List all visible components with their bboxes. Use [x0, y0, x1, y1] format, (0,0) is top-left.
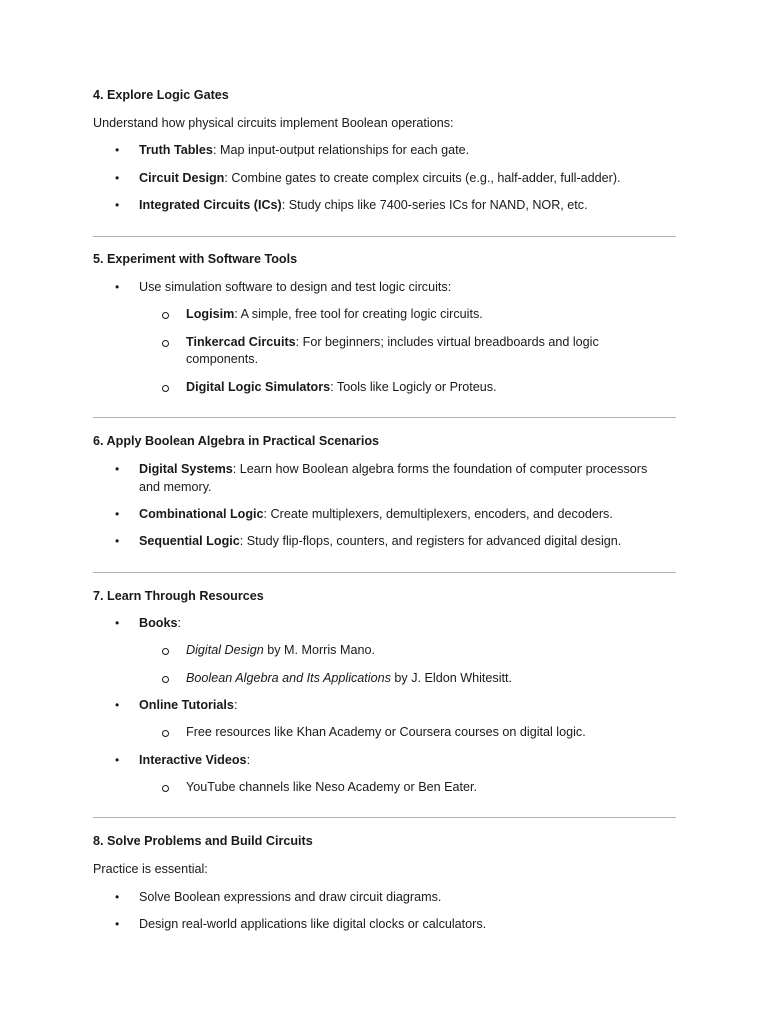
section-divider	[93, 417, 676, 418]
item-term: Truth Tables	[139, 143, 213, 157]
sub-bullet-circle	[162, 385, 169, 392]
item-colon: :	[246, 753, 251, 767]
list-item	[139, 197, 588, 214]
list-item	[139, 170, 621, 187]
book-title: Digital Design	[186, 643, 264, 657]
section-8-heading: 8. Solve Problems and Build Circuits	[93, 834, 313, 848]
sub-bullet-circle	[162, 648, 169, 655]
bullet-dot: •	[115, 171, 120, 185]
section-4-intro: Understand how physical circuits implement Boolean operations:	[93, 116, 454, 130]
sub-list-item	[186, 306, 483, 323]
item-colon: :	[177, 616, 181, 630]
list-item: Use simulation software to design and test logic circuits:	[139, 280, 452, 294]
bullet-dot: •	[115, 890, 120, 904]
item-text: : Study flip-flops, counters, and registers for advanced digital design.	[239, 534, 622, 548]
bullet-dot: •	[115, 616, 120, 630]
list-item	[139, 697, 237, 714]
sub-bullet-circle	[162, 785, 169, 792]
section-divider	[93, 572, 676, 573]
sub-list-item-continuation: components.	[186, 352, 259, 366]
bullet-dot: •	[115, 507, 120, 521]
bullet-dot: •	[115, 198, 120, 212]
section-6-heading: 6. Apply Boolean Algebra in Practical Scenarios	[93, 434, 380, 448]
list-item	[139, 533, 621, 550]
sub-list-item: Free resources like Khan Academy or Coursera courses on digital logic.	[186, 725, 586, 739]
list-item	[139, 506, 613, 523]
item-text: : Learn how Boolean algebra forms the foundation of computer processors	[232, 462, 648, 476]
item-text: : For beginners; includes virtual breadboards and logic	[295, 335, 599, 349]
list-item	[139, 752, 250, 769]
bullet-dot: •	[115, 534, 120, 548]
bullet-dot: •	[115, 280, 120, 294]
item-text: : A simple, free tool for creating logic circuits.	[234, 307, 483, 321]
bullet-dot: •	[115, 462, 120, 476]
book-author: by J. Eldon Whitesitt.	[390, 671, 512, 685]
item-term: Tinkercad Circuits	[186, 335, 296, 349]
list-item: Design real-world applications like digital clocks or calculators.	[139, 917, 487, 931]
list-item-continuation: and memory.	[139, 480, 212, 494]
section-7-heading: 7. Learn Through Resources	[93, 589, 264, 603]
section-divider	[93, 236, 676, 237]
item-term: Combinational Logic	[139, 507, 264, 521]
book-title: Boolean Algebra and Its Applications	[186, 671, 391, 685]
section-divider	[93, 817, 676, 818]
item-term: Online Tutorials	[139, 698, 234, 712]
item-term: Digital Systems	[139, 462, 233, 476]
item-term: Books	[139, 616, 178, 630]
item-term: Interactive Videos	[139, 753, 247, 767]
list-item: Solve Boolean expressions and draw circuit diagrams.	[139, 890, 442, 904]
bullet-dot: •	[115, 753, 120, 767]
item-term: Digital Logic Simulators	[186, 380, 331, 394]
sub-list-item	[186, 642, 375, 659]
item-colon: :	[233, 698, 238, 712]
sub-list-item	[186, 379, 497, 396]
item-text: : Combine gates to create complex circuits (e.g., half-adder, full-adder).	[224, 171, 621, 185]
list-item	[139, 615, 181, 632]
sub-bullet-circle	[162, 340, 169, 347]
section-5-heading: 5. Experiment with Software Tools	[93, 252, 298, 266]
book-author: by M. Morris Mano.	[263, 643, 375, 657]
sub-bullet-circle	[162, 730, 169, 737]
sub-list-item	[186, 670, 512, 687]
item-text: : Tools like Logicly or Proteus.	[330, 380, 497, 394]
sub-bullet-circle	[162, 676, 169, 683]
item-term: Circuit Design	[139, 171, 225, 185]
section-4-heading: 4. Explore Logic Gates	[93, 88, 229, 102]
item-term: Logisim	[186, 307, 235, 321]
item-text: : Create multiplexers, demultiplexers, encoders, and decoders.	[263, 507, 613, 521]
sub-bullet-circle	[162, 312, 169, 319]
list-item	[139, 142, 469, 159]
item-text: : Map input-output relationships for each gate.	[212, 143, 470, 157]
bullet-dot: •	[115, 917, 120, 931]
sub-list-item	[186, 334, 599, 351]
item-term: Sequential Logic	[139, 534, 240, 548]
list-item	[139, 461, 647, 478]
bullet-dot: •	[115, 698, 120, 712]
item-term: Integrated Circuits (ICs)	[139, 198, 282, 212]
section-8-intro: Practice is essential:	[93, 862, 208, 876]
sub-list-item: YouTube channels like Neso Academy or Ben Eater.	[186, 780, 478, 794]
bullet-dot: •	[115, 143, 120, 157]
item-text: : Study chips like 7400-series ICs for NAND, NOR, etc.	[281, 198, 588, 212]
